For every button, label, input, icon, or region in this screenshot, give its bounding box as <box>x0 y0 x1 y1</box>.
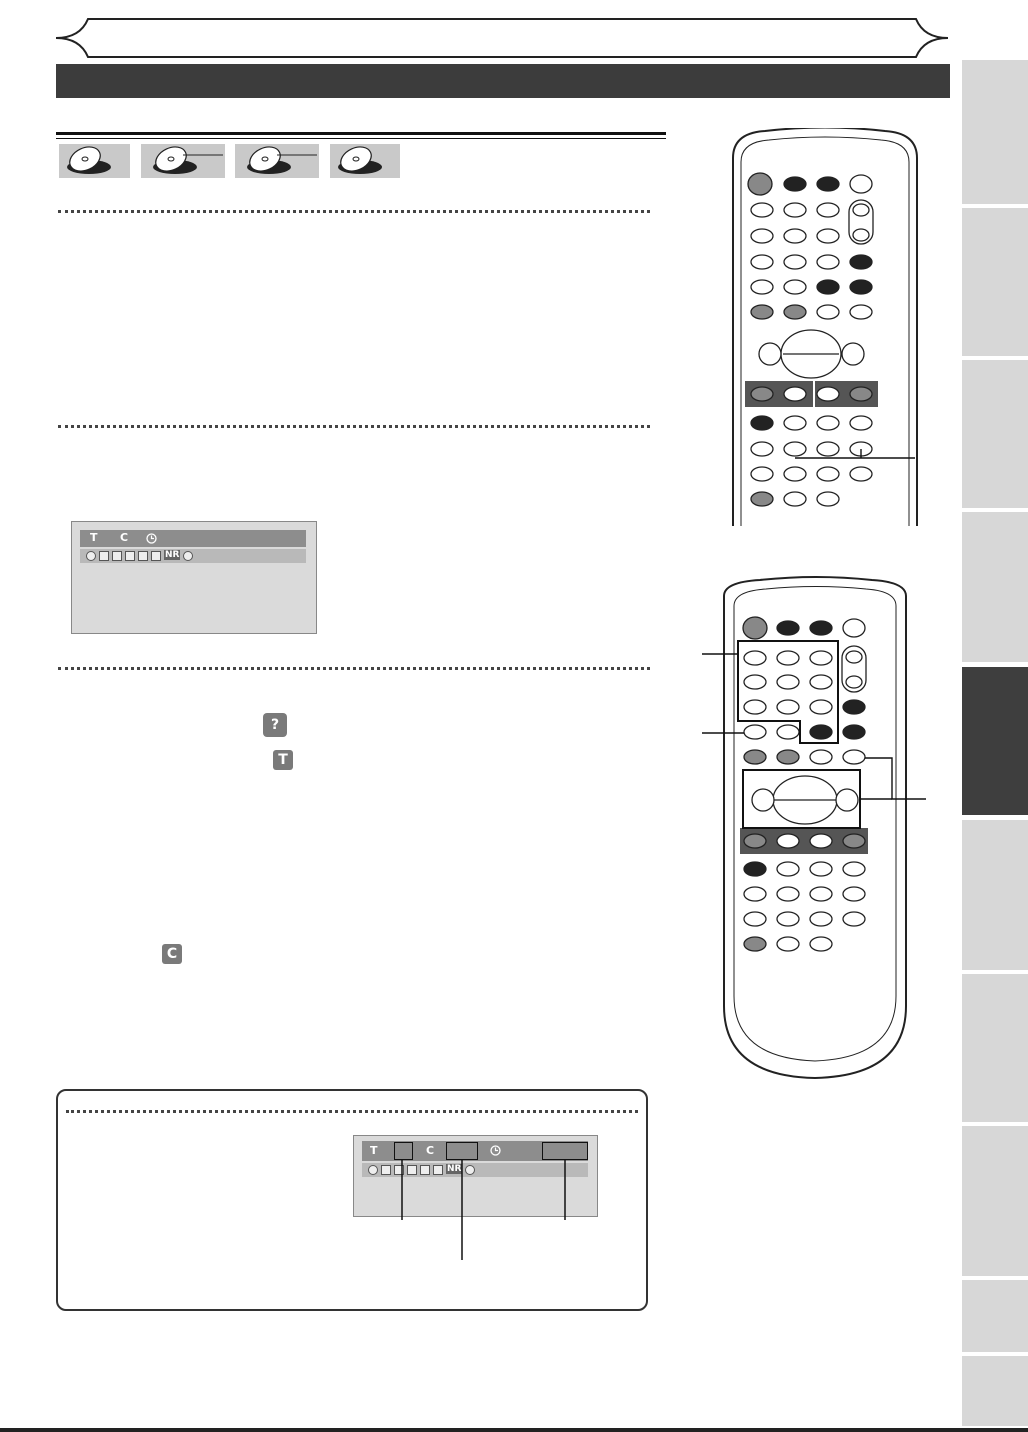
disc-badge-1 <box>59 144 130 178</box>
osd-title-mark: T <box>370 1144 378 1157</box>
osd-title-mark: T <box>90 531 98 544</box>
heading-rule-thin <box>56 138 666 139</box>
page-banner-outline <box>52 14 952 62</box>
disc-icon <box>239 146 319 176</box>
disc-badge-4 <box>330 144 400 178</box>
page-bottom-edge <box>0 1428 1028 1432</box>
side-tab-5-active[interactable] <box>962 667 1028 815</box>
osd-screen-example <box>71 521 317 634</box>
help-icon <box>368 1165 378 1175</box>
chapter-number-field <box>446 1142 478 1160</box>
marker-icon <box>151 551 161 561</box>
side-tab-7[interactable] <box>962 974 1028 1122</box>
remote-control-top <box>725 128 925 528</box>
inline-title-icon: T <box>273 750 293 770</box>
inline-help-icon: ? <box>263 713 287 737</box>
side-tab-2[interactable] <box>962 208 1028 356</box>
side-tab-4[interactable] <box>962 512 1028 662</box>
inline-chapter-icon: C <box>162 944 182 964</box>
side-tab-8[interactable] <box>962 1126 1028 1276</box>
elapsed-time-field <box>542 1142 588 1160</box>
disc-badge-3 <box>235 144 319 178</box>
side-tab-1[interactable] <box>962 60 1028 204</box>
clock-icon <box>490 1145 501 1156</box>
disc-icon <box>145 146 225 176</box>
title-number-field <box>394 1142 413 1160</box>
section-header-bar <box>56 64 950 98</box>
disc-badge-2 <box>141 144 225 178</box>
disc-icon <box>334 146 394 176</box>
help-icon <box>86 551 96 561</box>
side-tab-9[interactable] <box>962 1280 1028 1352</box>
disc-icon <box>63 146 123 176</box>
side-tab-3[interactable] <box>962 360 1028 508</box>
osd-chapter-mark: C <box>426 1144 435 1157</box>
remote-control-bottom <box>700 576 928 1081</box>
side-tab-6[interactable] <box>962 820 1028 970</box>
dotted-divider-3 <box>58 667 650 670</box>
noise-reduction-icon: NR <box>447 1164 462 1174</box>
osd-status-bar <box>362 1141 588 1161</box>
osd-chapter-mark: C <box>120 531 129 544</box>
hint-callout-lines <box>380 1160 600 1265</box>
subtitle-icon <box>112 551 122 561</box>
osd-icon-bar <box>80 549 306 563</box>
heading-rule <box>56 132 666 135</box>
dotted-divider-1 <box>58 210 650 213</box>
noise-reduction-icon: NR <box>165 550 180 560</box>
clock-icon <box>146 533 157 544</box>
osd-status-bar <box>80 530 306 547</box>
audio-icon <box>99 551 109 561</box>
hint-dotted-divider <box>66 1110 638 1113</box>
dotted-divider-2 <box>58 425 650 428</box>
angle-icon <box>125 551 135 561</box>
repeat-icon <box>138 551 148 561</box>
side-tab-10[interactable] <box>962 1356 1028 1426</box>
zoom-icon <box>183 551 193 561</box>
